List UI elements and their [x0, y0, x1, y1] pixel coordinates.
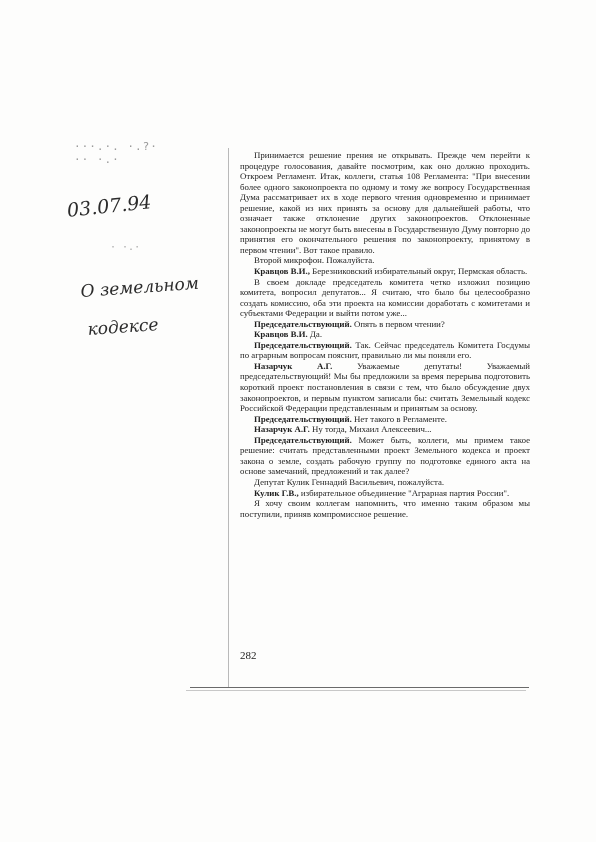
transcript-paragraph — [240, 435, 530, 477]
paragraph-text: Ну тогда, Михаил Алексеевич... — [309, 424, 432, 435]
speaker-name: Председательствующий. — [254, 318, 352, 329]
paragraph-text: Да. — [307, 329, 323, 340]
speaker-name: Председательствующий. — [254, 413, 352, 424]
paragraph-text: Опять в первом чтении? — [351, 318, 445, 329]
handwritten-note-line-2: кодексе — [87, 315, 160, 340]
transcript-paragraph — [240, 329, 530, 340]
scan-fold-line — [228, 148, 229, 688]
transcript-paragraph — [240, 319, 530, 330]
transcript-paragraph — [240, 424, 530, 435]
stamp-line-2: ·· ·.· — [74, 153, 120, 166]
transcript-paragraph — [240, 361, 530, 414]
paragraph-text: Уважаемые депутаты! Уважаемый председательствующий! Мы бы предложили за время перерыва подготовить короткий проект постановления в связи с тем, что было обсуждение двух законопроектов, и первым пунктом записали бы: считать Земельный кодекс Российской Федерации представленным и принятым за основу. — [240, 360, 530, 414]
speaker-name: Председательствующий. — [254, 434, 352, 445]
speaker-name: Кулик Г.В., — [254, 487, 299, 498]
handwritten-note-line-1: О земельном — [80, 273, 200, 302]
page-bottom-rule — [190, 687, 529, 688]
paragraph-text: В своем докладе председатель комитета четко изложил позицию комитета, вопросил депутатов... Я считаю, что было бы целесообразно создать комиссию, оба эти проекта на комиссии доработать с комитетами и субъектами Федерации и выйти потом уже... — [240, 276, 530, 319]
paragraph-text: Я хочу своим коллегам напомнить, что именно таким образом мы поступили, приняв компромиссное решение. — [240, 498, 530, 519]
page-number: 282 — [240, 650, 257, 662]
stamp-line-1: ···.·. ·.?· — [74, 140, 158, 153]
speaker-name: Председательствующий. — [254, 339, 352, 350]
paragraph-text: избирательное объединение "Аграрная партия России". — [298, 487, 510, 498]
transcript-paragraph — [240, 414, 530, 425]
transcript-paragraph — [240, 255, 530, 266]
paragraph-text: Березниковский избирательный округ, Пермская область. — [309, 266, 528, 277]
faded-stamp-mark: · ·.· — [110, 242, 141, 253]
paragraph-text: Принимается решение прения не открывать. Прежде чем перейти к процедуре голосования, давайте посмотрим, как оно должно проходить. Откроем Регламент. Итак, коллеги, статья 108 Регламента: "При внесении более одного законопроекта по одному и тому же вопросу Государственная Дума рассматривает их в ходе первого чтения одновременно и принимает решение, какой из них принять за основу для дальнейшей работы, что означает также отклонение других законопроектов. Отклоненные законопроекты не могут быть внесены в Государственную Думу повторно до принятия его окончательного решения по законопроекту, принятому в первом чтении". Вот такое правило. — [240, 150, 530, 255]
transcript-paragraph — [240, 477, 530, 488]
paragraph-text: Второй микрофон. Пожалуйста. — [254, 255, 375, 266]
handwritten-date: 03.07.94 — [66, 191, 153, 222]
speaker-name: Назарчук А.Г. — [254, 424, 310, 435]
paragraph-text: Депутат Кулик Геннадий Васильевич, пожалуйста. — [254, 476, 445, 487]
speaker-name: Назарчук А.Г. — [254, 360, 333, 371]
paragraph-text: Так. Сейчас председатель Комитета Госдумы по аграрным вопросам пояснит, правильно ли мы поняли его. — [240, 339, 530, 361]
transcript-paragraph — [240, 277, 530, 319]
speaker-name: Кравцов В.И. — [254, 329, 308, 340]
speaker-name: Кравцов В.И., — [254, 266, 310, 277]
paragraph-text: Нет такого в Регламенте. — [351, 413, 447, 424]
faded-stamp — [74, 140, 170, 166]
transcript-paragraph — [240, 498, 530, 519]
transcript-paragraph — [240, 266, 530, 277]
page-bottom-rule-shadow — [186, 690, 526, 691]
transcript-body — [240, 150, 530, 519]
transcript-paragraph — [240, 150, 530, 255]
paragraph-text: Может быть, коллеги, мы примем такое решение: считать представленными проект Земельного кодекса и проект закона о земле, создать рабочую группу по подготовке единого акта на основе замечаний, предложений и так далее? — [240, 434, 530, 477]
transcript-paragraph — [240, 340, 530, 361]
transcript-paragraph — [240, 488, 530, 499]
